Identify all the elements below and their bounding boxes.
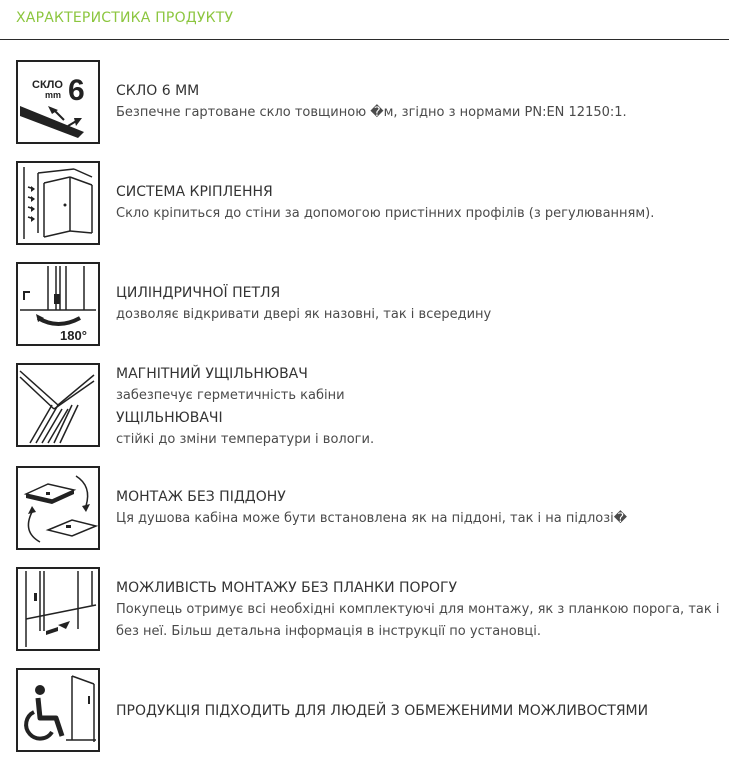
hinge-180-icon bbox=[16, 262, 100, 346]
feature-title: МАГНІТНИЙ УЩІЛЬНЮВАЧ bbox=[116, 366, 308, 382]
section-title: ХАРАКТЕРИСТИКА ПРОДУКТУ bbox=[16, 10, 234, 26]
feature-title: ЦИЛІНДРИЧНОЇ ПЕТЛЯ bbox=[116, 285, 281, 301]
no-tray-install-icon bbox=[16, 466, 100, 550]
icon-label-top: СКЛО bbox=[32, 79, 63, 91]
feature-title: МОЖЛИВІСТЬ МОНТАЖУ БЕЗ ПЛАНКИ ПОРОГУ bbox=[116, 580, 458, 596]
feature-desc: дозволяє відкривати двері як назовні, так і всередину bbox=[116, 307, 492, 322]
feature-title: СИСТЕМА КРІПЛЕННЯ bbox=[116, 184, 273, 200]
icon-label-180: 180° bbox=[60, 328, 87, 343]
feature-desc: Ця душова кабіна може бути встановлена як на піддоні, так і на підлозі� bbox=[116, 511, 628, 526]
icon-label-unit: mm bbox=[45, 90, 62, 100]
feature-desc: Покупець отримує всі необхідні комплектуючі для монтажу, як з планкою порога, так і без неї. Більш детальна інформація в інструкції по установці. bbox=[116, 602, 720, 639]
accessibility-icon bbox=[16, 668, 100, 752]
feature-desc: Безпечне гартоване скло товщиною �м, згідно з нормами PN:EN 12150:1. bbox=[116, 105, 627, 120]
magnetic-seal-icon bbox=[16, 363, 100, 447]
icon-label-num: 6 bbox=[68, 74, 85, 107]
feature-desc: Скло кріпиться до стіни за допомогою пристінних профілів (з регулюванням). bbox=[116, 206, 655, 221]
feature-title: МОНТАЖ БЕЗ ПІДДОНУ bbox=[116, 489, 286, 505]
wall-mount-icon bbox=[16, 161, 100, 245]
feature-desc-2: стійкі до зміни температури і вологи. bbox=[116, 432, 375, 447]
feature-title-2: УЩІЛЬНЮВАЧІ bbox=[116, 410, 223, 426]
section-header bbox=[0, 0, 729, 40]
feature-desc: забезпечує герметичність кабіни bbox=[116, 388, 345, 403]
feature-title: СКЛО 6 ММ bbox=[116, 83, 200, 99]
feature-title: ПРОДУКЦІЯ ПІДХОДИТЬ ДЛЯ ЛЮДЕЙ З ОБМЕЖЕНИМИ МОЖЛИВОСТЯМИ bbox=[116, 703, 649, 719]
no-threshold-icon bbox=[16, 567, 100, 651]
glass-thickness-icon bbox=[16, 60, 100, 144]
